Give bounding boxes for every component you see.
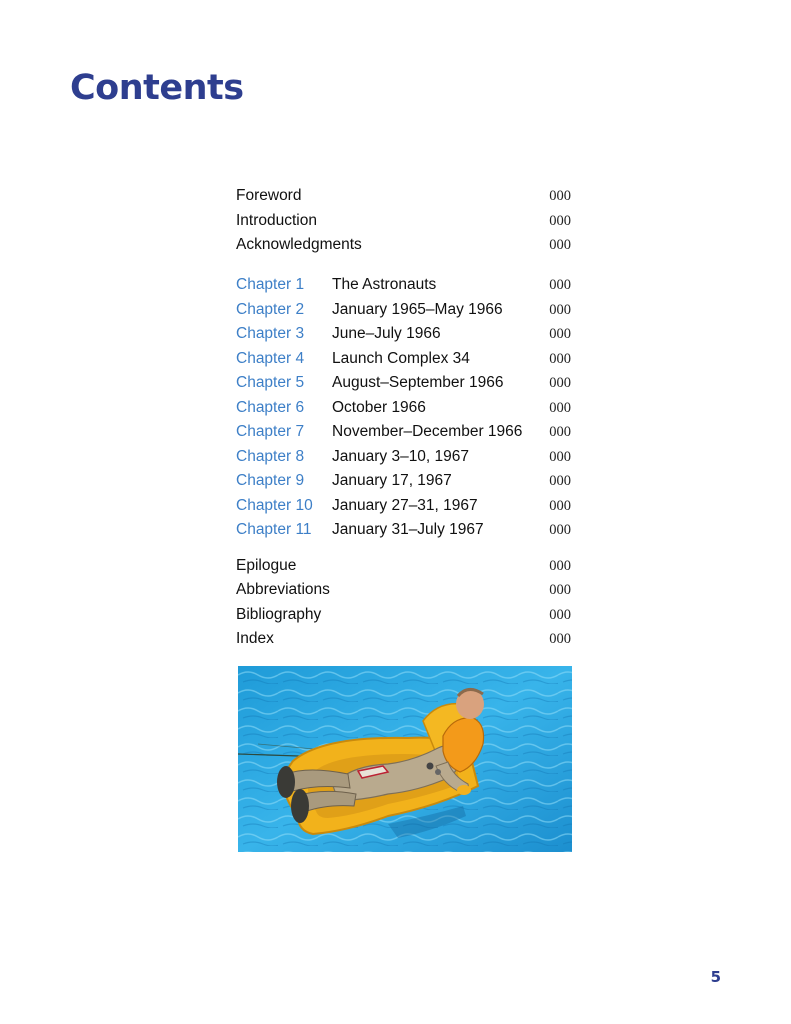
toc-chapter-10[interactable] [236, 494, 571, 519]
toc-entry-page: 000 [549, 582, 571, 598]
chapter-number: Chapter 11 [236, 521, 312, 538]
chapter-number: Chapter 6 [236, 398, 305, 416]
chapter-title: The Astronauts [332, 276, 437, 293]
toc-entry-acknowledgments[interactable] [236, 233, 571, 258]
toc-chapter-5[interactable] [236, 371, 571, 396]
toc-entry-label: Acknowledgments [236, 236, 362, 253]
table-of-contents [236, 184, 571, 652]
toc-entry-page: 000 [549, 188, 571, 204]
toc-chapter-3[interactable] [236, 322, 571, 347]
toc-entry-label: Foreword [236, 187, 302, 204]
chapter-number: Chapter 3 [236, 325, 305, 342]
toc-entry-label: Index [236, 630, 274, 647]
chapter-title: June–July 1966 [332, 325, 441, 342]
toc-entry-epilogue[interactable] [236, 554, 571, 579]
toc-chapter-11[interactable] [236, 518, 571, 543]
chapter-page: 000 [549, 497, 571, 514]
chapter-title: January 1965–May 1966 [332, 300, 503, 318]
toc-entry-page: 000 [549, 557, 571, 574]
page-title: Contents [70, 68, 244, 108]
chapter-title: January 31–July 1967 [332, 521, 484, 538]
section-gap [236, 543, 571, 554]
section-gap [236, 258, 571, 274]
chapter-number: Chapter 7 [236, 423, 305, 440]
chapter-title: August–September 1966 [332, 374, 504, 391]
chapter-page: 000 [549, 350, 571, 367]
chapter-page: 000 [549, 277, 571, 293]
chapter-page: 000 [549, 375, 571, 391]
toc-entry-foreword[interactable] [236, 184, 571, 209]
chapter-number: Chapter 10 [236, 496, 313, 514]
toc-entry-label: Bibliography [236, 605, 322, 623]
chapter-title: Launch Complex 34 [332, 349, 470, 367]
toc-chapter-2[interactable] [236, 298, 571, 323]
toc-chapter-6[interactable] [236, 396, 571, 421]
chapter-page: 000 [549, 399, 571, 416]
chapter-title: January 3–10, 1967 [332, 447, 470, 465]
chapter-title: October 1966 [332, 398, 426, 416]
chapter-number: Chapter 4 [236, 349, 305, 367]
astronaut-raft-photo [238, 666, 572, 852]
toc-entry-label: Introduction [236, 211, 317, 229]
chapter-title: November–December 1966 [332, 423, 523, 440]
toc-chapter-1[interactable] [236, 273, 571, 298]
chapter-page: 000 [549, 448, 571, 465]
toc-chapter-8[interactable] [236, 445, 571, 470]
chapter-page: 000 [549, 424, 571, 440]
chapter-number: Chapter 8 [236, 447, 305, 465]
toc-chapter-4[interactable] [236, 347, 571, 372]
toc-entry-page: 000 [549, 631, 571, 647]
chapter-number: Chapter 1 [236, 276, 305, 293]
chapter-title: January 27–31, 1967 [332, 496, 478, 514]
chapter-page: 000 [549, 326, 571, 342]
chapter-page: 000 [549, 301, 571, 318]
toc-chapter-7[interactable] [236, 420, 571, 445]
toc-entry-page: 000 [549, 212, 571, 229]
toc-entry-page: 000 [549, 606, 571, 623]
chapter-title: January 17, 1967 [332, 472, 452, 489]
chapter-page: 000 [549, 522, 571, 538]
toc-entry-index[interactable] [236, 627, 571, 652]
toc-entry-label: Epilogue [236, 556, 297, 574]
chapter-number: Chapter 9 [236, 472, 305, 489]
chapter-number: Chapter 5 [236, 374, 305, 391]
toc-entry-page: 000 [549, 237, 571, 253]
toc-entry-label: Abbreviations [236, 581, 330, 598]
toc-entry-bibliography[interactable] [236, 603, 571, 628]
toc-entry-abbreviations[interactable] [236, 578, 571, 603]
chapter-page: 000 [549, 473, 571, 489]
toc-entry-introduction[interactable] [236, 209, 571, 234]
toc-chapter-9[interactable] [236, 469, 571, 494]
page-number: 5 [710, 968, 721, 986]
chapter-number: Chapter 2 [236, 300, 305, 318]
